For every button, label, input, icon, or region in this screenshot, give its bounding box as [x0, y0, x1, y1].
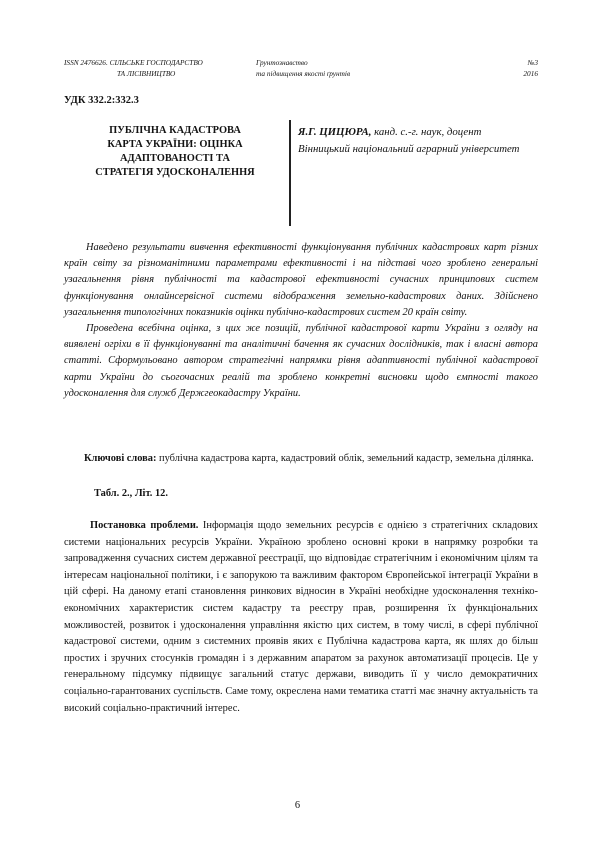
title-line-4: СТРАТЕГІЯ УДОСКОНАЛЕННЯ — [95, 167, 255, 178]
author-name: Я.Г. ЦИЦЮРА, — [298, 126, 372, 138]
body-paragraph-text: Інформація щодо земельних ресурсів є однією з стратегічних складових системи національних ресурсів України. Україною зроблено основні кроки в напрямку розробки та запровадження сучасних систем державної реєстрації, що відповідає стратегічним і економічним цілям та інтересам національної політики, і є запорукою та важливим фактором Європейської інтеграції України в цій сфері. На даному етапі становлення ринкових відносин в Україні необхідне удосконалення техніко-економічних характеристик систем кадастру та реєстру прав, розширення їх функціональних можливостей, розвиток і удосконалення управління якістю цих систем, в тому числі, в сфері публічної кадастрової системи, одним з системних проявів яких є Публічна кадастрова карта, як шлях до більш простих і зручних стосунків громадян і з державним апаратом за рахунок автоматизації процесів. Це у генеральному підсумку підвищує загальний статус держави, виводить її у число демократичних соціально-гарантованих суспільств. Саме тому, окреслена нами тематика статті має значну актуальність та високий соціально-практичний інтерес. — [64, 520, 538, 714]
article-title — [64, 124, 286, 180]
section-heading-problem: Постановка проблеми. — [90, 520, 199, 531]
keywords-text: публічна кадастрова карта, кадастровий облік, земельний кадастр, земельна ділянка. — [156, 453, 534, 464]
tables-references-count: Табл. 2., Літ. 12. — [94, 488, 168, 499]
author-affiliation: Вінницький національний аграрний університет — [298, 143, 520, 155]
abstract-paragraph-1: Наведено результати вивчення ефективності функціонування публічних кадастрових карт різних країн світу за різноманітними параметрами ефективності і на підставі чого зроблено генеральні узагальнення рівня публічності та кадастрової ефективності сучасних принципових систем функціонування онлайнсервісної системи відображення земельно-кадастрових даних. Здійснено узагальнення типологічних показників оцінки публічно-кадастрових систем 20 країн світу. — [64, 242, 538, 318]
abstract — [64, 240, 538, 402]
header-year: 2016 — [523, 68, 538, 78]
header-section-line1: Грунтознавство — [256, 58, 308, 67]
running-header — [64, 58, 538, 79]
title-line-2: КАРТА УКРАЇНИ: ОЦІНКА — [107, 139, 243, 150]
keywords-label: Ключові слова: — [84, 453, 157, 464]
title-line-3: АДАПТОВАНОСТІ ТА — [120, 153, 230, 164]
body-paragraph — [64, 518, 538, 717]
title-line-1: ПУБЛІЧНА КАДАСТРОВА — [109, 125, 241, 136]
author-degree: канд. с.-г. наук, доцент — [371, 126, 482, 138]
author-info — [298, 124, 534, 158]
abstract-paragraph-2: Проведена всебічна оцінка, з цих же позицій, публічної кадастрової карти України з огляду на виявлені огріхи в її функціонуванні та аналітичні бачення як сучасних дослідників, так і власні автора статті. Сформульовано автором стратегічні напрямки рівня адаптивності публічної кадастрової карти України до сьогочасних реалій та зроблено конкретні висновки щодо ємпності такого удосконалення для служб Держгеокадастру України. — [64, 323, 538, 399]
header-issue-number: №3 — [527, 58, 538, 67]
title-divider — [289, 120, 291, 226]
header-journal-line1: ISSN 2476626. СІЛЬСЬКЕ ГОСПОДАРСТВО — [64, 58, 203, 67]
udk-code: УДК 332.2:332.3 — [64, 95, 139, 106]
page-number: 6 — [294, 800, 301, 811]
keywords — [64, 451, 538, 467]
header-section-line2: та підвищення якості ґрунтів — [256, 68, 351, 78]
header-journal-line2: ТА ЛІСІВНИЦТВО — [117, 68, 176, 78]
